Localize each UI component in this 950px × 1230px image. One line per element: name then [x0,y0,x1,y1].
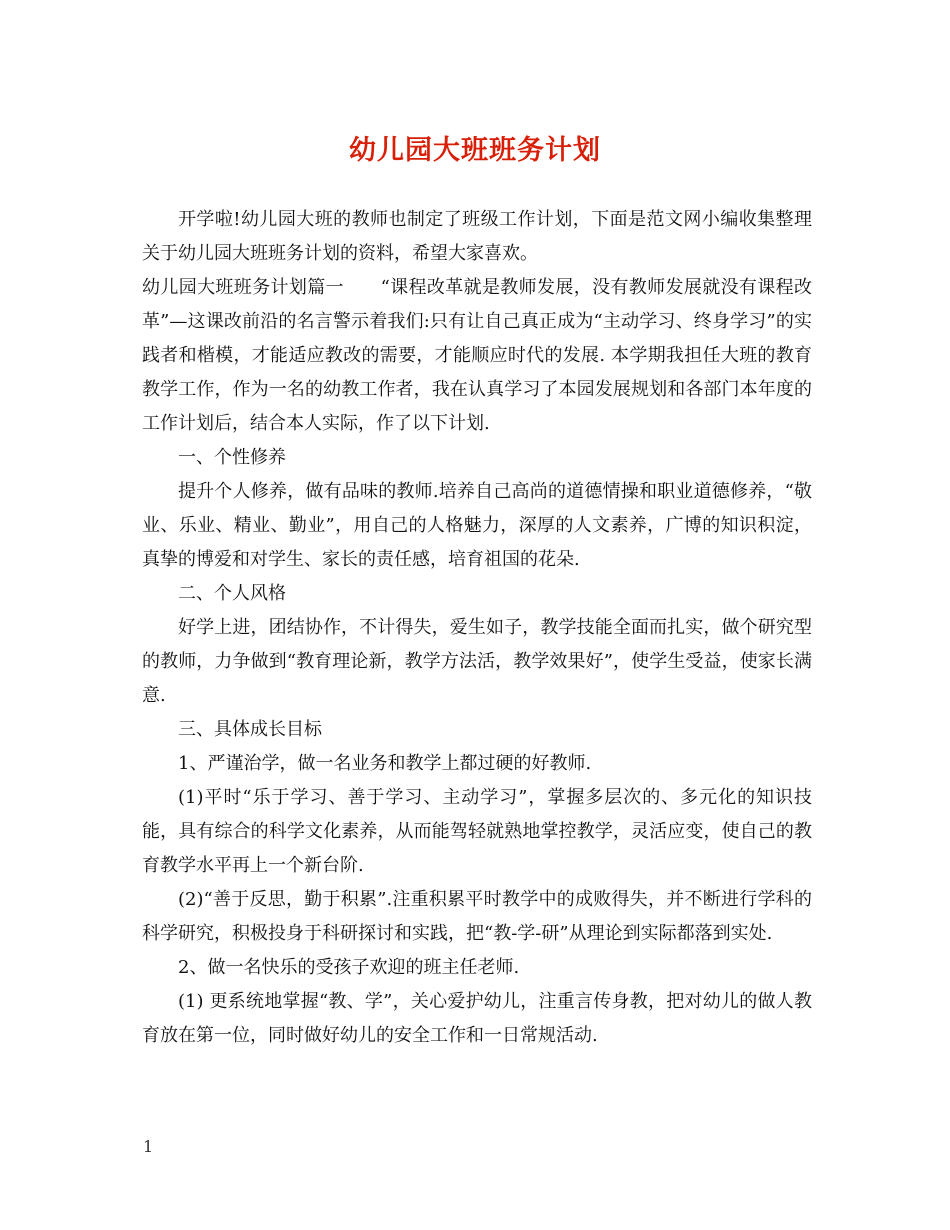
goal-2: 2、做一名快乐的受孩子欢迎的班主任老师. [178,957,520,978]
goal-1-item-2: (2)“善于反思，勤于积累”.注重积累平时教学中的成败得失，并不断进行学科的科学研究，积极投身于科研探讨和实践，把“教-学-研”从理论到实际都落到实处. [142,889,812,944]
section-text-personal-style: 好学上进，团结协作，不计得失，爱生如子，教学技能全面而扎实，做个研究型的教师，力争做到“教育理论新，教学方法活，教学效果好”，使学生受益，使家长满意. [142,617,812,706]
section-text-personal-cultivation: 提升个人修养，做有品味的教师.培养自己高尚的道德情操和职业道德修养，“敬业、乐业、精业、勤业”，用自己的人格魅力，深厚的人文素养，广博的知识积淀，真挚的博爱和对学生、家长的责任感，培育祖国的花朵. [142,481,812,570]
intro-paragraph: 开学啦!幼儿园大班的教师也制定了班级工作计划，下面是范文网小编收集整理关于幼儿园大班班务计划的资料，希望大家喜欢。 [142,209,812,264]
document-title: 幼儿园大班班务计划 [349,135,601,166]
section-heading-growth-goals: 三、具体成长目标 [178,719,322,740]
section-heading-personal-cultivation: 一、个性修养 [178,447,286,468]
section-heading-personal-style: 二、个人风格 [178,583,286,604]
chapter-paragraph: 幼儿园大班班务计划篇一 “课程改革就是教师发展，没有教师发展就没有课程改革”—这课改前沿的名言警示着我们:只有让自己真正成为“主动学习、终身学习”的实践者和楷模，才能适应教改的需要，才能顺应时代的发展. 本学期我担任大班的教育教学工作，作为一名的幼教工作者，我在认真学习了本园发展规划和各部门本年度的工作计划后，结合本人实际，作了以下计划. [142,277,812,434]
page-number: 1 [143,1137,154,1156]
goal-2-item-1: (1) 更系统地掌握“教、学”，关心爱护幼儿，注重言传身教，把对幼儿的做人教育放在第一位，同时做好幼儿的安全工作和一日常规活动. [142,991,812,1046]
goal-1: 1、严谨治学，做一名业务和教学上都过硬的好教师. [178,753,592,774]
document-body [142,203,812,1053]
goal-1-item-1: (1)平时“乐于学习、善于学习、主动学习”，掌握多层次的、多元化的知识技能，具有综合的科学文化素养，从而能驾轻就熟地掌控教学，灵活应变，使自己的教育教学水平再上一个新台阶. [142,787,812,876]
